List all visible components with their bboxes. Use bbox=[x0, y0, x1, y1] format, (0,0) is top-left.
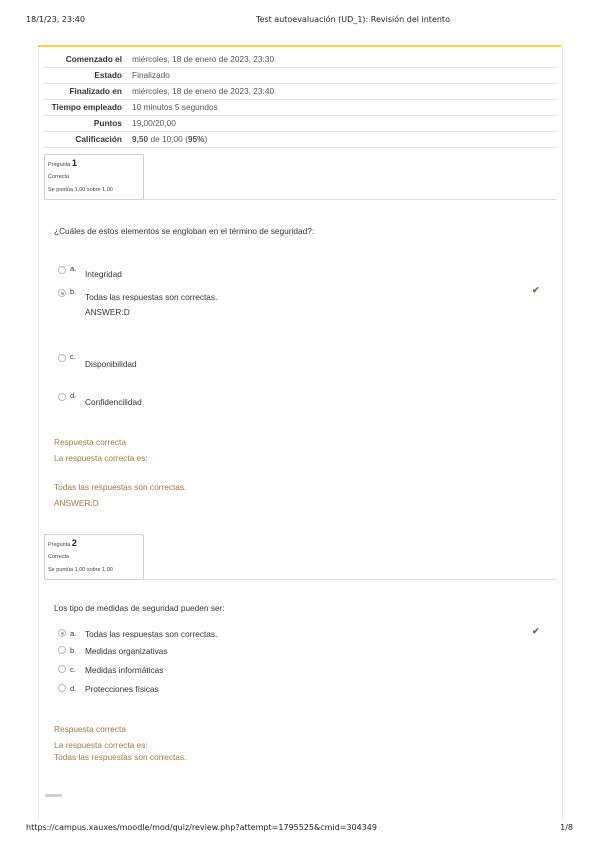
option-letter: a. bbox=[70, 629, 77, 638]
print-page-number: 1/8 bbox=[560, 823, 573, 832]
summary-row-state bbox=[44, 68, 557, 84]
feedback-answer: Todas las respuestas son correctas. bbox=[54, 752, 187, 762]
feedback-status: Respuesta correcta bbox=[54, 724, 126, 734]
question-text: Los tipo de medidas de seguridad pueden ser: bbox=[54, 603, 225, 613]
attempt-summary-table bbox=[44, 52, 557, 148]
question-number-value: 1 bbox=[71, 158, 77, 168]
question-label: Pregunta bbox=[48, 542, 71, 548]
question-number bbox=[48, 538, 77, 548]
question-state: Correcta bbox=[48, 174, 70, 180]
feedback-answer-extra: ANSWER:D bbox=[54, 498, 99, 508]
summary-value: Finalizado bbox=[128, 68, 557, 84]
option-text: Medidas organizativas bbox=[85, 646, 168, 656]
option-text: Medidas informáticas bbox=[85, 665, 164, 675]
option-text: Protecciones físicas bbox=[85, 684, 159, 694]
summary-label: Comenzado el bbox=[44, 52, 128, 68]
summary-label: Tiempo empleado bbox=[44, 100, 128, 116]
option-letter: c. bbox=[70, 665, 76, 674]
feedback-answer: Todas las respuestas son correctas. bbox=[54, 482, 187, 492]
radio-icon[interactable] bbox=[58, 266, 66, 274]
summary-value: 19,00/20,00 bbox=[128, 116, 557, 132]
summary-row-started bbox=[44, 52, 557, 68]
question-info-2 bbox=[44, 534, 144, 580]
grade-percent: 95% bbox=[187, 134, 205, 144]
option-text: Confidencilidad bbox=[85, 397, 142, 407]
question-number-value: 2 bbox=[71, 538, 77, 548]
scrollbar-handle[interactable] bbox=[45, 794, 62, 797]
summary-label: Estado bbox=[44, 68, 128, 84]
question-label: Pregunta bbox=[48, 162, 71, 168]
radio-icon[interactable] bbox=[58, 289, 66, 297]
accent-bar bbox=[38, 45, 561, 47]
radio-icon[interactable] bbox=[58, 646, 66, 654]
summary-label: Puntos bbox=[44, 116, 128, 132]
summary-value: miércoles, 18 de enero de 2023, 23:40 bbox=[128, 84, 557, 100]
question-grade: Se puntúa 1,00 sobre 1,00 bbox=[48, 567, 113, 573]
summary-label: Calificación bbox=[44, 132, 128, 148]
question-grade: Se puntúa 1,00 sobre 1,00 bbox=[48, 187, 113, 193]
summary-value: 10 minutos 5 segundos bbox=[128, 100, 557, 116]
check-icon: ✔ bbox=[532, 626, 540, 636]
grade-value: 9,50 bbox=[132, 134, 149, 144]
radio-icon[interactable] bbox=[58, 629, 66, 637]
radio-icon[interactable] bbox=[58, 684, 66, 692]
option-letter: b. bbox=[70, 287, 77, 296]
check-icon: ✔ bbox=[532, 285, 540, 295]
option-text-extra: ANSWER:D bbox=[85, 307, 130, 317]
option-text: Disponibilidad bbox=[85, 359, 137, 369]
question-state: Correcta bbox=[48, 554, 70, 560]
question-number bbox=[48, 158, 77, 168]
option-letter: d. bbox=[70, 391, 77, 400]
question-divider bbox=[142, 579, 557, 580]
option-letter: c. bbox=[70, 352, 76, 361]
summary-row-finished bbox=[44, 84, 557, 100]
summary-row-time bbox=[44, 100, 557, 116]
summary-row-grade bbox=[44, 132, 557, 148]
feedback-intro: La respuesta correcta es: bbox=[54, 453, 148, 463]
grade-close: ) bbox=[204, 134, 208, 144]
summary-label: Finalizado en bbox=[44, 84, 128, 100]
option-text: Todas las respuestas son correctas. bbox=[85, 292, 218, 302]
question-divider bbox=[142, 199, 557, 200]
feedback-intro: La respuesta correcta es: bbox=[54, 740, 148, 750]
print-title: Test autoevaluación (UD_1): Revisión del intento bbox=[256, 15, 450, 24]
summary-value: miércoles, 18 de enero de 2023, 23:30 bbox=[128, 52, 557, 68]
radio-icon[interactable] bbox=[58, 393, 66, 401]
grade-of: de 10,00 ( bbox=[148, 134, 188, 144]
feedback-status: Respuesta correcta bbox=[54, 437, 126, 447]
option-letter: b. bbox=[70, 646, 77, 655]
question-text: ¿Cuáles de estos elementos se engloban en el término de seguridad?: bbox=[54, 226, 315, 236]
option-letter: d. bbox=[70, 684, 77, 693]
print-url: https://campus.xauxes/moodle/mod/quiz/review.php?attempt=1795525&cmid=304349 bbox=[26, 823, 377, 832]
question-info-1 bbox=[44, 154, 144, 200]
radio-icon[interactable] bbox=[58, 665, 66, 673]
option-letter: a. bbox=[70, 264, 77, 273]
option-text: Integridad bbox=[85, 269, 122, 279]
radio-icon[interactable] bbox=[58, 354, 66, 362]
summary-row-points bbox=[44, 116, 557, 132]
print-date: 18/1/23, 23:40 bbox=[26, 15, 85, 24]
summary-value bbox=[128, 132, 557, 148]
option-text: Todas las respuestas son correctas. bbox=[85, 629, 218, 639]
